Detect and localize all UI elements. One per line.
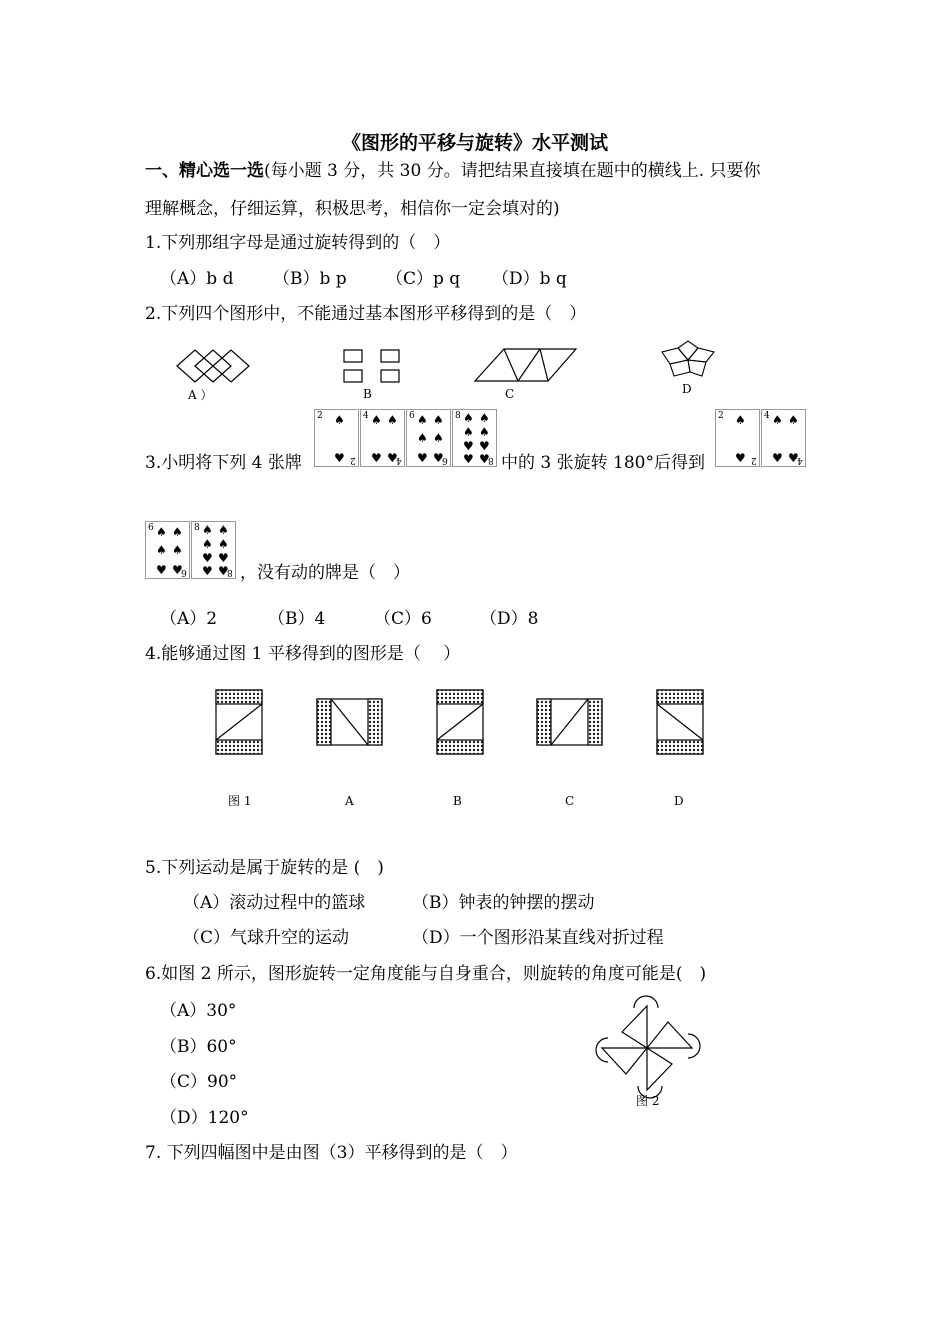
card-number: 2 (317, 411, 323, 421)
q4-figure-b (437, 690, 483, 754)
spade-icon: ♠ (172, 525, 183, 539)
spade-icon: ♠ (772, 413, 783, 427)
q6-figure-pinwheel (600, 1004, 696, 1092)
spade-icon: ♠ (417, 431, 428, 445)
spade-icon: ♠ (433, 413, 444, 427)
spade-icon: ♠ (371, 413, 382, 427)
q4-label-d: D (674, 794, 684, 808)
q4-figure-c (537, 699, 602, 745)
instruction-line1: (每小题 3 分，共 30 分。请把结果直接填在题中的横线上. 只要你 (264, 161, 761, 181)
heart-icon: ♥ (772, 451, 783, 465)
q2-text: 2.下列四个图形中，不能通过基本图形平移得到的是（ ） (145, 304, 587, 324)
spade-icon: ♠ (156, 525, 167, 539)
card-number-bottom: 6 (442, 455, 448, 465)
q4-label-1: 图 1 (228, 794, 252, 808)
spade-icon: ♠ (417, 413, 428, 427)
q2-label-b: B (363, 387, 372, 401)
heart-icon: ♥ (433, 451, 444, 465)
spade-icon: ♠ (735, 413, 746, 427)
card-number-bottom: 4 (797, 455, 803, 465)
spade-icon: ♠ (433, 431, 444, 445)
card-number-bottom: 8 (488, 455, 494, 465)
q6-option-d: （D）120° (160, 1108, 249, 1128)
heart-icon: ♥ (479, 452, 490, 466)
card-number: 8 (455, 411, 461, 421)
heart-icon: ♥ (334, 451, 345, 465)
heart-icon: ♥ (479, 439, 490, 453)
spade-icon: ♠ (463, 411, 474, 425)
q5-option-c: （C）气球升空的运动 (183, 928, 350, 948)
q5-option-a: （A）滚动过程中的篮球 (183, 893, 366, 913)
q1-option-d: （D）b q (492, 269, 567, 289)
q7-text: 7. 下列四幅图中是由图（3）平移得到的是（ ） (145, 1143, 518, 1163)
card-number-bottom: 6 (181, 567, 187, 577)
card-number: 2 (718, 411, 724, 421)
spade-icon: ♠ (479, 411, 490, 425)
spade-icon: ♠ (334, 413, 345, 427)
q4-figure-d (657, 690, 703, 754)
q6-option-b: （B）60° (160, 1037, 237, 1057)
instruction-line2: 理解概念，仔细运算，积极思考，相信你一定会填对的) (145, 199, 560, 219)
heart-icon: ♥ (371, 451, 382, 465)
spade-icon: ♠ (479, 425, 490, 439)
heart-icon: ♥ (218, 564, 229, 578)
q3-text-suffix: ，没有动的牌是（ ） (240, 563, 410, 583)
heart-icon: ♥ (387, 451, 398, 465)
spade-icon: ♠ (202, 523, 213, 537)
q6-figure-label: 图 2 (636, 1094, 660, 1108)
heart-icon: ♥ (202, 564, 213, 578)
q3-option-d: （D）8 (480, 609, 539, 629)
q5-text: 5.下列运动是属于旋转的是 ( ) (145, 858, 384, 878)
q5-option-b: （B）钟表的钟摆的摆动 (412, 893, 595, 913)
q4-figure-a (317, 699, 382, 745)
card-number-bottom: 2 (751, 455, 757, 465)
q2-label-a: A ） (188, 388, 213, 402)
q3-option-b: （B）4 (268, 609, 326, 629)
card-number: 8 (194, 523, 200, 533)
heart-icon: ♥ (172, 563, 183, 577)
q3-text-middle: 中的 3 张旋转 180°后得到 (501, 453, 705, 473)
heart-icon: ♥ (218, 551, 229, 565)
q5-option-d: （D）一个图形沿某直线对折过程 (412, 928, 664, 948)
q4-label-a: A (345, 794, 354, 808)
q4-label-c: C (565, 794, 575, 808)
card-number-bottom: 8 (227, 567, 233, 577)
heart-icon: ♥ (202, 551, 213, 565)
spade-icon: ♠ (788, 413, 799, 427)
card-number: 4 (363, 411, 369, 421)
q1-option-b: （B）b p (273, 269, 347, 289)
spade-icon: ♠ (387, 413, 398, 427)
heart-icon: ♥ (735, 451, 746, 465)
q1-text: 1.下列那组字母是通过旋转得到的（ ） (145, 233, 451, 253)
q4-figure-1 (216, 690, 262, 754)
heart-icon: ♥ (463, 439, 474, 453)
q3-option-a: （A）2 (160, 609, 218, 629)
q3-text-prefix: 3.小明将下列 4 张牌 (145, 453, 302, 473)
heart-icon: ♥ (156, 563, 167, 577)
q1-option-c: （C）p q (386, 269, 461, 289)
q6-text: 6.如图 2 所示，图形旋转一定角度能与自身重合，则旋转的角度可能是( ) (145, 964, 707, 984)
spade-icon: ♠ (202, 537, 213, 551)
card-number-bottom: 2 (350, 455, 356, 465)
q3-option-c: （C）6 (374, 609, 432, 629)
section-heading: 一、精心选一选 (145, 161, 264, 181)
heart-icon: ♥ (417, 451, 428, 465)
spade-icon: ♠ (218, 523, 229, 537)
spade-icon: ♠ (172, 543, 183, 557)
spade-icon: ♠ (218, 537, 229, 551)
spade-icon: ♠ (463, 425, 474, 439)
page-title: 《图形的平移与旋转》水平测试 (341, 132, 608, 154)
card-number-bottom: 4 (396, 455, 402, 465)
q4-text: 4.能够通过图 1 平移得到的图形是（ ） (145, 644, 461, 664)
q6-option-c: （C）90° (160, 1072, 238, 1092)
heart-icon: ♥ (788, 451, 799, 465)
q1-option-a: （A）b d (160, 269, 234, 289)
card-number: 6 (148, 523, 154, 533)
q2-label-c: C (505, 387, 515, 401)
q2-label-d: D (682, 382, 692, 396)
q4-label-b: B (453, 794, 462, 808)
spade-icon: ♠ (156, 543, 167, 557)
heart-icon: ♥ (463, 452, 474, 466)
q6-option-a: （A）30° (160, 1001, 237, 1021)
card-number: 4 (764, 411, 770, 421)
card-number: 6 (409, 411, 415, 421)
